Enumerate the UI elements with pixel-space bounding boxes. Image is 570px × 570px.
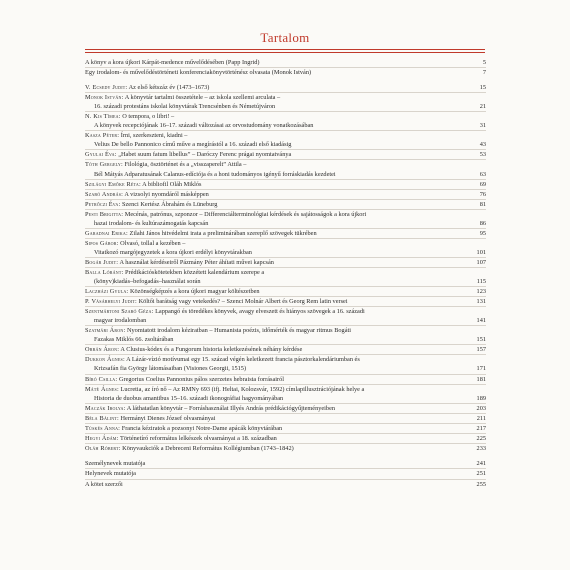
entry-title-line (85, 459, 470, 469)
entry-title: A könyvek recepciójának 16–17. századi változásai az orvostudomány vonatkozásában (94, 122, 314, 130)
entry-title: Személynevek mutatója (85, 459, 146, 467)
toc-entry[interactable] (85, 296, 486, 306)
entry-page-number: 233 (476, 444, 486, 452)
entry-page-number: 95 (479, 229, 486, 237)
entry-title-line (85, 424, 470, 433)
entry-title: A használat kérdéseiről Pázmány Péter áhítati művei kapcsán (119, 258, 274, 266)
entry-page-number: 171 (476, 365, 486, 373)
entry-title-line (85, 219, 470, 228)
entry-title-line (85, 385, 470, 394)
entry-title-line (85, 404, 470, 413)
entry-title: A Lázár-vízió motívumai egy 15. század végén keletkezett francia pásztorkalendáriumban és (126, 356, 360, 364)
entry-page-number: 53 (479, 151, 486, 159)
toc-entry[interactable] (85, 111, 486, 130)
toc-entry[interactable] (85, 403, 486, 413)
entry-author: Monok István: (85, 94, 124, 102)
entry-page-number: 86 (479, 219, 486, 227)
entry-title: A bibliofil Oláh Miklós (142, 180, 202, 188)
entry-page-number: 131 (476, 298, 486, 306)
entry-title: Zilahi János hitvédelmi irata a preliminárában szereplő szövegek tükrében (129, 229, 317, 237)
toc-entry[interactable] (85, 67, 486, 77)
entry-page-number: 189 (476, 394, 486, 402)
toc-entry[interactable] (85, 413, 486, 423)
entry-page-number: 69 (479, 180, 486, 188)
entry-author: Maczák Ibolya: (85, 404, 126, 412)
entry-author: Orbán Áron: (85, 346, 120, 354)
entry-author: Béla Bálint: (85, 414, 119, 422)
entry-title: Szenci Kertész Ábrahám és Lüneburg (122, 200, 218, 208)
entry-author: Petrőczi Éva: (85, 200, 121, 208)
toc-entry[interactable] (85, 459, 486, 469)
entry-title-line (85, 375, 470, 384)
entry-title-line (85, 335, 470, 344)
toc-entry[interactable] (85, 344, 486, 354)
entry-title-line (85, 316, 470, 325)
toc-section (85, 58, 486, 77)
entry-title: Az első kétszáz év (1473–1673) (128, 84, 210, 92)
toc-entry[interactable] (85, 433, 486, 443)
entry-title: Lucretia, az író nő – Az RMNy 693 (ifj. Heltai, Kolozsvár, 1592) címlapillusztrációjának helye a (120, 385, 365, 393)
entry-title: Krizsafán fia György látomásaiban (Visiones Georgii, 1515) (94, 365, 247, 373)
entry-title-line (85, 434, 470, 443)
entry-page-number: 217 (476, 424, 486, 432)
entry-page-number: 225 (476, 434, 486, 442)
entry-title-line (85, 345, 470, 354)
entry-title: „Habet suum fatum libellus” – Daróczy Ferenc prágai nyomtatványa (118, 151, 292, 159)
toc-entry[interactable] (85, 374, 486, 384)
entry-page-number: 31 (479, 122, 486, 130)
entry-title: A könyv a kora újkori Kárpát-medence művelődésében (Papp Ingrid) (85, 59, 260, 66)
entry-page-number: 251 (476, 470, 486, 478)
toc-entry[interactable] (85, 199, 486, 209)
entry-title: A vizsolyi nyomdáról másképpen (124, 190, 209, 198)
entry-title: Filológia, ösztörténet és a „visszaperelt” Attila – (124, 161, 247, 169)
entry-title: Könyvaukciók a Debreceni Református Kollégiumban (1743–1842) (122, 444, 294, 452)
entry-author: N. Kis Tímea: (85, 113, 121, 121)
entry-author: V. Ecsedy Judit: (85, 84, 128, 92)
toc-entry[interactable] (85, 92, 486, 111)
entry-author: Bíró Csilla: (85, 375, 118, 383)
entry-title: O tempora, o libri! – (122, 113, 175, 121)
entry-title: Helynevek mutatója (85, 470, 136, 478)
entry-title: Egy irodalom- és művelődéstörténeti konferenciakönyvtörténész olvasata (Monok István) (85, 69, 312, 77)
entry-title: Historia de duobus amantibus 15–16. századi ikonográfiai hagyományában (94, 394, 284, 402)
entry-title: Bél Mátyás Adparatusának Calanus-edíciója és a honi tudományos igényű forráskiadás kezdetei (94, 170, 336, 178)
entry-author: Hegyi Ádám: (85, 434, 119, 442)
toc-entry[interactable] (85, 423, 486, 433)
entry-author: Sipos Gábor: (85, 239, 119, 247)
entry-author: Dukkon Ágnes: (85, 356, 125, 364)
entry-title-line (85, 160, 470, 169)
entry-title: A láthatatlan könyvtár – Forráshasználat Illyés András prédikációgyűjteményeiben (126, 404, 336, 412)
entry-title-line (85, 112, 470, 121)
entry-title-line (85, 180, 470, 189)
entry-title: A könyvtár tartalmi összetétele – az iskola szellemi arculata – (124, 94, 281, 102)
entry-title-line (85, 287, 470, 296)
entry-title: Közönségképzés a kora újkori magyar költészetben (129, 288, 260, 296)
toc-entry[interactable] (85, 325, 486, 344)
entry-page-number: 101 (476, 248, 486, 256)
entry-title: Vitatkozó margójegyzetek a kora újkori erdélyi könyvtárakban (94, 248, 252, 256)
toc-entry[interactable] (85, 179, 486, 189)
entry-page-number: 63 (479, 170, 486, 178)
toc-entry[interactable] (85, 149, 486, 159)
toc-entry[interactable] (85, 443, 486, 453)
entry-title: Prédikációskötetekben közzétett kalendárium szerepe a (125, 268, 265, 276)
entry-page-number: 76 (479, 190, 486, 198)
entry-title-line (85, 394, 470, 403)
toc-section (85, 83, 486, 453)
entry-title: Költői barátság vagy vetekedés? – Szenci Molnár Albert és Georg Rem latin versei (138, 298, 348, 306)
entry-title-line (85, 68, 470, 77)
entry-title-line (85, 480, 470, 490)
entry-title-line (85, 364, 470, 373)
entry-title-line (85, 297, 470, 306)
entry-page-number: 123 (476, 288, 486, 296)
toc-entry[interactable] (85, 238, 486, 257)
entry-title: Fazakas Miklós 66. zsoltárában (94, 336, 174, 344)
entry-author: Laczházi Gyula: (85, 288, 129, 296)
entry-title-line (85, 93, 470, 102)
toc-entry[interactable] (85, 130, 486, 149)
entry-title: magyar irodalomban (94, 317, 147, 325)
toc-entry[interactable] (85, 209, 486, 228)
entry-author: Oláh Róbert: (85, 444, 121, 452)
toc-entry[interactable] (85, 384, 486, 403)
toc-entry[interactable] (85, 479, 486, 490)
entry-title-line (85, 170, 470, 179)
entry-title: Velius De bello Pannonico című műve a megírástól a 16. századi első kiadásig (94, 141, 292, 149)
entry-title: Nyomtatott irodalom kéziratban – Humanista poézis, időmérték és magyar ritmus Bogáti (126, 327, 351, 335)
entry-title-line (85, 210, 470, 219)
entry-author: Balla Lóránt: (85, 268, 124, 276)
entry-page-number: 81 (479, 200, 486, 208)
toc-entry[interactable] (85, 468, 486, 479)
entry-author: Kasza Péter: (85, 132, 120, 140)
page-title: Tartalom (260, 30, 310, 45)
title-rule-top (85, 49, 485, 50)
entry-title-line (85, 268, 470, 277)
entry-page-number: 203 (476, 404, 486, 412)
entry-page-number: 21 (479, 103, 486, 111)
entry-title: Gregorius Coelius Pannonius pálos szerzetes hebraista forrásairól (118, 375, 285, 383)
entry-page-number: 115 (476, 278, 486, 286)
entry-author: Bogár Judit: (85, 258, 119, 266)
entry-author: Tüskés Anna: (85, 424, 121, 432)
entry-title-line (85, 140, 470, 149)
toc-entry[interactable] (85, 257, 486, 267)
entry-author: Szentmártoni Szabó Géza: (85, 308, 154, 316)
toc-entry[interactable] (85, 286, 486, 296)
entry-title-line (85, 326, 470, 335)
entry-title-line (85, 355, 470, 364)
entry-title: Hermányi Dienes József olvasmányai (120, 414, 216, 422)
entry-title-line (85, 58, 470, 67)
entry-author: Szatmári Áron: (85, 327, 126, 335)
entry-author: Garadnai Erika: (85, 229, 128, 237)
toc-entry[interactable] (85, 58, 486, 67)
entry-title-line (85, 229, 470, 238)
entry-page-number: 157 (476, 346, 486, 354)
entry-page-number: 255 (476, 481, 486, 489)
entry-title-line (85, 248, 470, 257)
entry-title-line (85, 83, 470, 92)
entry-title: Történetíró református lelkészek olvasmányai a 18. században (119, 434, 277, 442)
toc-section (85, 459, 486, 490)
toc-entry[interactable] (85, 83, 486, 92)
entry-title: Lappangó és töredékes könyvek, avagy elveszett és hiányos szövegek a 16. századi (155, 308, 365, 316)
entry-page-number: 7 (482, 69, 486, 77)
toc-entry[interactable] (85, 267, 486, 286)
entry-title-line (85, 190, 470, 199)
entry-title: 16. századi protestáns iskolai könyvtárak Trencsénben és Németújváron (94, 103, 276, 111)
entry-title-line (85, 414, 470, 423)
entry-title-line (85, 150, 470, 159)
entry-page-number: 5 (482, 59, 486, 66)
entry-title: Írni, szerkeszteni, kiadni – (120, 132, 188, 140)
entry-title-line (85, 239, 470, 248)
toc-entry[interactable] (85, 306, 486, 325)
entry-page-number: 241 (476, 459, 486, 467)
entry-title: Francia kéziratok a pozsonyi Notre-Dame apácák könyvtárában (121, 424, 283, 432)
entry-title-line (85, 258, 470, 267)
entry-title-line (85, 469, 470, 479)
title-rule-bottom (85, 52, 485, 53)
toc-entry[interactable] (85, 189, 486, 199)
toc-entry[interactable] (85, 354, 486, 373)
entry-page-number: 181 (476, 375, 486, 383)
entry-page-number: 151 (476, 336, 486, 344)
entry-page-number: 107 (476, 258, 486, 266)
entry-page-number: 15 (479, 84, 486, 92)
entry-title-line (85, 307, 470, 316)
entry-title: Mecénás, patrónus, szponzor – Differenciálterminológiai kérdések és sajátosságok a kora újkori (124, 210, 367, 218)
entry-title-line (85, 131, 470, 140)
entry-author: Máté Ágnes: (85, 385, 119, 393)
entry-title: A Clusius-kódex és a Fungorum historia keletkezésének néhány kérdése (120, 346, 303, 354)
entry-author: Szilágyi Emőke Réta: (85, 180, 141, 188)
toc-entry[interactable] (85, 228, 486, 238)
toc-entry[interactable] (85, 159, 486, 178)
entry-author: Szabó András: (85, 190, 124, 198)
entry-title-line (85, 444, 470, 453)
entry-title: hazai irodalom- és kultúrazámogatás kapcsán (94, 219, 209, 227)
entry-title: (könyv)kiadás–befogadás–használat során (94, 278, 201, 286)
entry-page-number: 141 (476, 317, 486, 325)
entry-title-line (85, 121, 470, 130)
entry-title-line (85, 277, 470, 286)
entry-page-number: 211 (476, 414, 486, 422)
entry-title: A kötet szerzői (85, 481, 123, 489)
table-of-contents (85, 58, 486, 496)
entry-author: Pesti Brigitta: (85, 210, 124, 218)
entry-title-line (85, 200, 470, 209)
entry-author: Tóth Gergely: (85, 161, 123, 169)
entry-author: Gyulai Éva: (85, 151, 117, 159)
entry-author: P. Vásárhelyi Judit: (85, 298, 137, 306)
entry-title-line (85, 102, 470, 111)
entry-title: Olvasó, tollal a kezében – (120, 239, 186, 247)
entry-page-number: 43 (479, 141, 486, 149)
